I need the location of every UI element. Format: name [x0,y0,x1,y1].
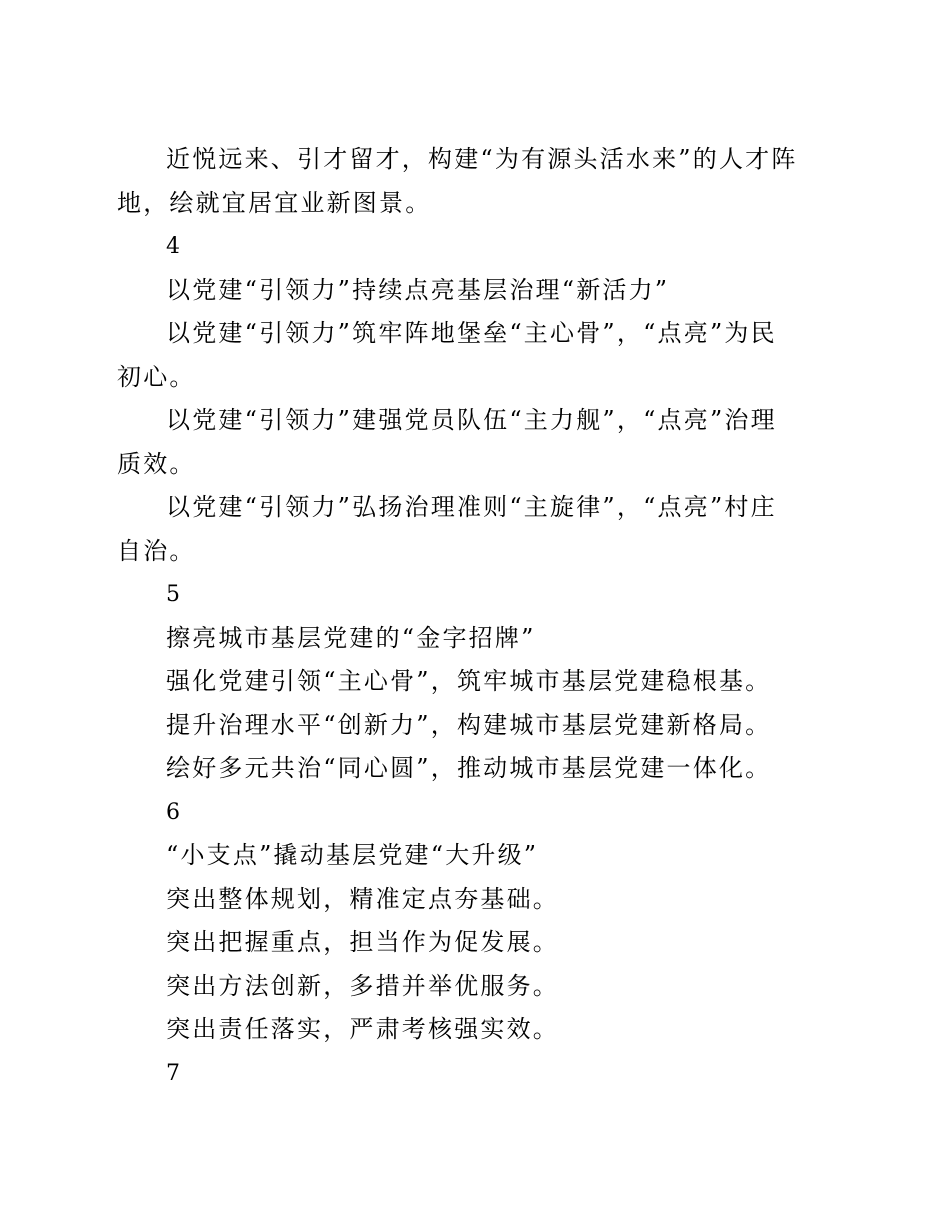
paragraph-line: 突出整体规划，精准定点夯基础。 [166,884,559,913]
paragraph-line: 突出把握重点，担当作为促发展。 [166,928,559,956]
document-body [117,138,817,1095]
paragraph-line: 自治。 [117,536,196,565]
section-heading: 擦亮城市基层党建的“金字招牌” [166,623,536,652]
section-heading: 以党建“引领力”持续点亮基层治理“新活力” [166,275,670,304]
paragraph-line: 绘好多元共治“同心圆”，推动城市基层党建一体化。 [166,754,772,782]
paragraph-line: 质效。 [117,449,196,478]
paragraph-line: 强化党建引领“主心骨”，筑牢城市基层党建稳根基。 [166,667,772,695]
paragraph-line: 提升治理水平“创新力”，构建城市基层党建新格局。 [166,710,772,739]
paragraph-line: 以党建“引领力”弘扬治理准则“主旋律”，“点亮”村庄 [166,493,777,521]
section-number: 5 [166,582,180,607]
paragraph-line: 初心。 [117,362,196,391]
paragraph-line: 突出责任落实，严肃考核强实效。 [166,1015,559,1043]
paragraph-line: 地，绘就宜居宜业新图景。 [117,188,432,217]
section-heading: “小支点”撬动基层党建“大升级” [166,841,539,869]
section-number: 7 [166,1060,180,1086]
paragraph-line: 近悦远来、引才留才，构建“为有源头活水来”的人才阵 [166,145,798,173]
paragraph-line: 突出方法创新，多措并举优服务。 [166,971,559,1000]
section-number: 6 [166,799,180,825]
section-number: 4 [166,234,180,259]
paragraph-line: 以党建“引领力”筑牢阵地堡垒“主心骨”，“点亮”为民 [166,319,777,347]
paragraph-line: 以党建“引领力”建强党员队伍“主力舰”，“点亮”治理 [166,406,777,434]
